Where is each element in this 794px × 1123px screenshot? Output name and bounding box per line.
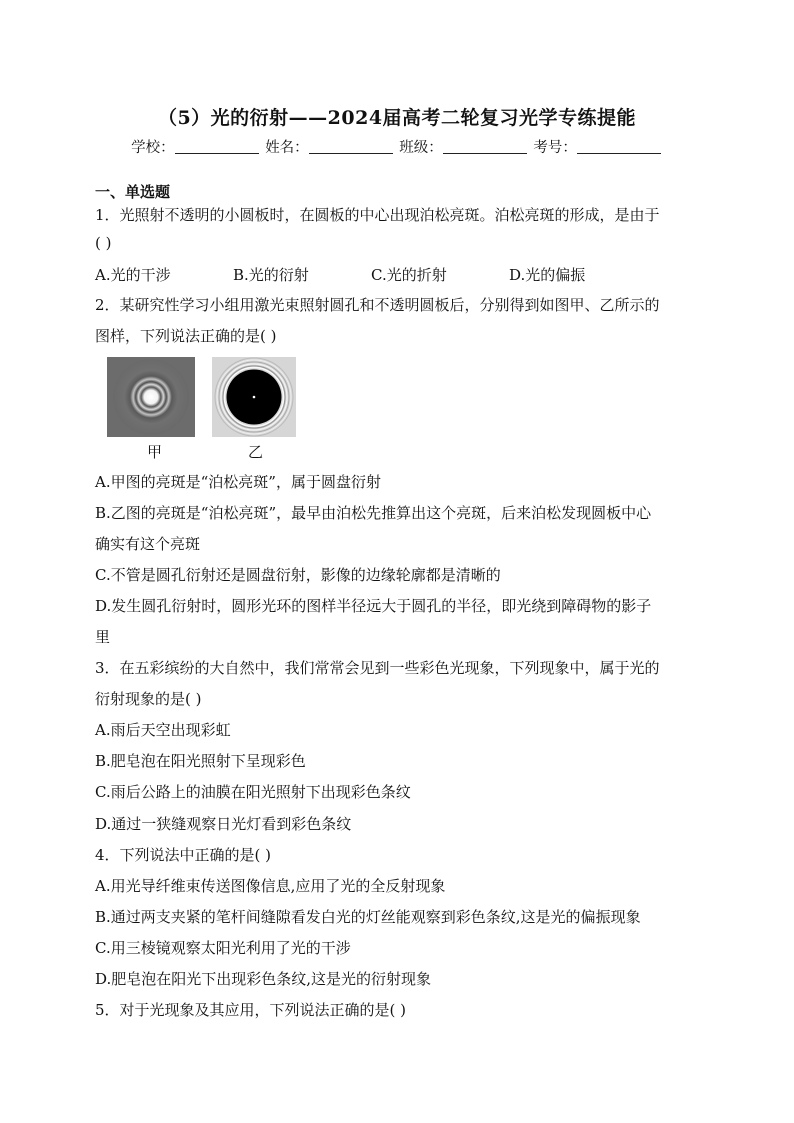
q3-stem-line2: 衍射现象的是( ) [95, 690, 202, 708]
school-blank[interactable] [175, 139, 259, 154]
q3-option-b[interactable]: B.肥皂泡在阳光照射下呈现彩色 [95, 752, 306, 770]
exam-no-label: 考号： [533, 140, 577, 156]
q5-stem: 5．对于光现象及其应用，下列说法正确的是( ) [95, 1001, 407, 1019]
q2-option-a[interactable]: A.甲图的亮斑是“泊松亮斑”，属于圆盘衍射 [95, 473, 381, 491]
page-title: （5）光的衍射——2024届高考二轮复习光学专练提能 [157, 107, 637, 129]
disk-diffraction-pattern [212, 357, 296, 437]
name-label: 姓名： [265, 140, 309, 156]
q3-option-a[interactable]: A.雨后天空出现彩虹 [95, 721, 231, 739]
figure-yi-diffraction-image [212, 357, 296, 437]
section-heading: 一、单选题 [95, 183, 171, 201]
q4-option-c[interactable]: C.用三棱镜观察太阳光利用了光的干涉 [95, 939, 351, 957]
q3-option-d[interactable]: D.通过一狭缝观察日光灯看到彩色条纹 [95, 815, 352, 833]
q4-stem: 4．下列说法中正确的是( ) [95, 846, 272, 864]
class-blank[interactable] [443, 139, 527, 154]
figure-yi-caption: 乙 [248, 443, 264, 461]
q1-stem-line1: 1．光照射不透明的小圆板时，在圆板的中心出现泊松亮斑。泊松亮斑的形成，是由于 [95, 206, 660, 224]
q1-options [95, 264, 647, 285]
q2-stem-line1: 2．某研究性学习小组用激光束照射圆孔和不透明圆板后，分别得到如图甲、乙所示的 [95, 296, 660, 314]
q4-option-a[interactable]: A.用光导纤维束传送图像信息,应用了光的全反射现象 [95, 877, 446, 895]
q1-option-a[interactable]: A.光的干涉 [95, 266, 171, 284]
student-info-row [0, 136, 794, 157]
figure-jia-caption: 甲 [147, 443, 163, 461]
name-blank[interactable] [309, 139, 393, 154]
aperture-diffraction-pattern [107, 357, 195, 437]
q4-option-d[interactable]: D.肥皂泡在阳光下出现彩色条纹,这是光的衍射现象 [95, 970, 432, 988]
q2-option-d-line2[interactable]: 里 [95, 628, 111, 646]
q1-option-c[interactable]: C.光的折射 [371, 266, 447, 284]
q2-option-c[interactable]: C.不管是圆孔衍射还是圆盘衍射，影像的边缘轮廓都是清晰的 [95, 566, 501, 584]
q4-option-b[interactable]: B.通过两支夹紧的笔杆间缝隙看发白光的灯丝能观察到彩色条纹,这是光的偏振现象 [95, 908, 641, 926]
q2-option-b-line1[interactable]: B.乙图的亮斑是“泊松亮斑”，最早由泊松先推算出这个亮斑，后来泊松发现圆板中心 [95, 504, 652, 522]
class-label: 班级： [399, 140, 443, 156]
q2-option-b-line2[interactable]: 确实有这个亮斑 [95, 535, 201, 553]
q3-stem-line1: 3．在五彩缤纷的大自然中，我们常常会见到一些彩色光现象，下列现象中，属于光的 [95, 659, 660, 677]
q1-option-b[interactable]: B.光的衍射 [233, 266, 309, 284]
q3-option-c[interactable]: C.雨后公路上的油膜在阳光照射下出现彩色条纹 [95, 783, 411, 801]
figure-jia-diffraction-image [107, 357, 195, 437]
q1-stem-line2: ( ) [95, 234, 112, 252]
q2-option-d-line1[interactable]: D.发生圆孔衍射时，圆形光环的图样半径远大于圆孔的半径，即光绕到障碍物的影子 [95, 597, 652, 615]
q1-option-d[interactable]: D.光的偏振 [509, 266, 586, 284]
exam-no-blank[interactable] [577, 139, 661, 154]
q2-stem-line2: 图样，下列说法正确的是( ) [95, 327, 277, 345]
school-label: 学校： [131, 140, 175, 156]
